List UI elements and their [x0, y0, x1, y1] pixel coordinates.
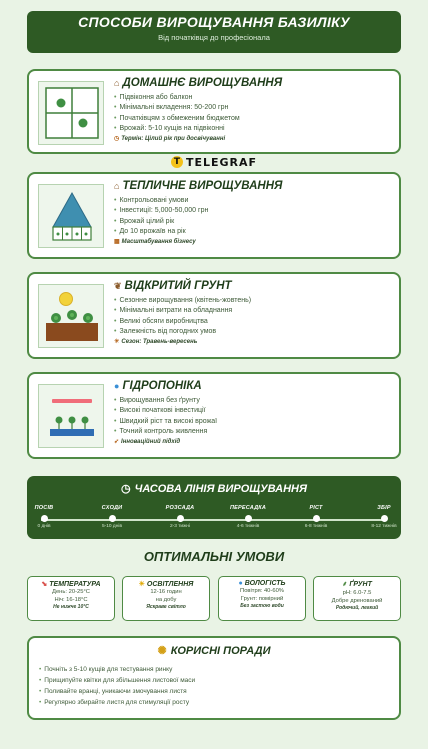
timeline-dot	[381, 515, 388, 522]
thermometer-icon: ⬊	[41, 581, 48, 588]
page-title: СПОСОБИ ВИРОЩУВАННЯ БАЗИЛІКУ	[78, 14, 350, 30]
list-item: • Високі початкові інвестиції	[114, 406, 391, 416]
greenhouse-illustration	[38, 184, 104, 248]
method-card-open-ground	[27, 272, 401, 359]
list-item: • Мінімальні витрати на обладнання	[114, 306, 391, 316]
house-icon: ⌂	[114, 78, 120, 88]
condition-card-humidity: ● ВОЛОГІСТЬ Повітря: 40-60% Грунт: помірний Без застою води	[218, 576, 306, 621]
list-item: • Мінімальні вкладення: 50-200 грн	[114, 103, 391, 113]
window-illustration	[38, 81, 104, 145]
timeline-step-harvest: ЗБІР 8-12 тижнів	[371, 505, 397, 529]
list-item: • Швидкий ріст та високі врожаї	[114, 417, 391, 427]
method-title: ГІДРОПОНІКА	[122, 380, 202, 392]
list-item: • Вирощування без ґрунту	[114, 396, 391, 406]
list-item: • Контрольовані умови	[114, 196, 391, 206]
list-item: • Поливайте вранці, уникаючи змочування листя	[39, 686, 399, 697]
method-list	[114, 196, 391, 237]
list-item: • Точний контроль живлення	[114, 427, 391, 437]
method-note: Масштабування бізнесу	[121, 239, 196, 246]
growing-timeline	[27, 476, 401, 539]
condition-card-lighting: ☀ ОСВІТЛЕННЯ 12-16 годин на добу Яскраве світло	[122, 576, 210, 621]
hydroponics-illustration	[38, 384, 104, 448]
list-item: • Почніть з 5-10 кущів для тестування ринку	[39, 664, 399, 675]
list-item: • Великі обсяги виробництва	[114, 317, 391, 327]
telegraf-watermark: TTELEGRAF	[0, 156, 428, 170]
sun-icon: ☀	[114, 339, 120, 346]
condition-card-soil: ⸙ ҐРУНТ pH: 6.0-7.5 Добре дренований Родючий, легкий	[313, 576, 401, 621]
list-item: • Інвестиції: 5,000-50,000 грн	[114, 206, 391, 216]
timeline-step-transplant: ПЕРЕСАДКА 4-6 тижнів	[229, 505, 267, 529]
list-item: • До 10 врожаїв на рік	[114, 227, 391, 237]
timeline-dot	[177, 515, 184, 522]
method-title: ДОМАШНЄ ВИРОЩУВАННЯ	[122, 77, 283, 89]
conditions-title: ОПТИМАЛЬНІ УМОВИ	[143, 549, 285, 564]
timeline-dot	[109, 515, 116, 522]
telegraf-logo-icon	[171, 156, 183, 168]
sprout-icon: ⸙	[342, 581, 348, 588]
timeline-dot	[313, 515, 320, 522]
clock-icon: ◷	[114, 136, 120, 143]
method-note: Термін: Цілий рік при досвічуванні	[121, 136, 226, 143]
clock-icon: ◷	[121, 483, 131, 495]
list-item: • Залежність від погодних умов	[114, 327, 391, 337]
list-item: • Врожай: 5-10 кущів на підвіконні	[114, 124, 391, 134]
method-note: Інноваційний підхід	[121, 439, 181, 446]
condition-card-temperature: ⬊ ТЕМПЕРАТУРА День: 20-25°C Ніч: 16-18°C Не нижче 10°C	[27, 576, 115, 621]
lightbulb-icon: ✺	[157, 645, 167, 657]
method-list	[114, 396, 391, 437]
method-card-hydroponics	[27, 372, 401, 459]
list-item: • Врожай цілий рік	[114, 217, 391, 227]
timeline-dot	[41, 515, 48, 522]
tips-list	[29, 664, 399, 708]
method-card-home	[27, 69, 401, 154]
method-list	[114, 93, 391, 134]
list-item: • Початківцям з обмеженим бюджетом	[114, 114, 391, 124]
method-card-greenhouse	[27, 172, 401, 259]
list-item: • Сезонне вирощування (квітень-жовтень)	[114, 296, 391, 306]
tips-card	[27, 636, 401, 720]
timeline-title: ЧАСОВА ЛІНІЯ ВИРОЩУВАННЯ	[134, 483, 307, 495]
rocket-icon: ➶	[114, 439, 120, 446]
list-item: • Регулярно збирайте листя для стимуляції росту	[39, 697, 399, 708]
page-header	[27, 11, 401, 53]
page-subtitle: Від початківця до професіонала	[158, 33, 270, 42]
greenhouse-icon: ⌂	[114, 181, 120, 191]
method-list	[114, 296, 391, 337]
tips-title: КОРИСНІ ПОРАДИ	[170, 645, 271, 657]
timeline-step-sowing: ПОСІВ 0 днів	[34, 505, 54, 529]
timeline-step-growth: РІСТ 6-8 тижнів	[304, 505, 328, 529]
method-title: ТЕПЛИЧНЕ ВИРОЩУВАННЯ	[122, 180, 283, 192]
droplet-icon: ●	[238, 580, 243, 587]
sun-icon: ☀	[138, 581, 145, 588]
list-item: • Прищипуйте квітки для збільшення листової маси	[39, 675, 399, 686]
timeline-dot	[245, 515, 252, 522]
droplet-icon: ●	[114, 381, 120, 391]
timeline-step-sprouts: СХОДИ 5-10 днів	[101, 505, 123, 529]
wheat-icon: ❦	[114, 281, 122, 291]
method-title: ВІДКРИТИЙ ГРУНТ	[124, 280, 232, 292]
list-item: • Підвіконня або балкон	[114, 93, 391, 103]
field-illustration	[38, 284, 104, 348]
method-note: Сезон: Травень-вересень	[121, 339, 198, 346]
chart-icon: ▦	[114, 239, 120, 246]
timeline-step-seedlings: РОЗСАДА 2-3 тижні	[165, 505, 195, 529]
